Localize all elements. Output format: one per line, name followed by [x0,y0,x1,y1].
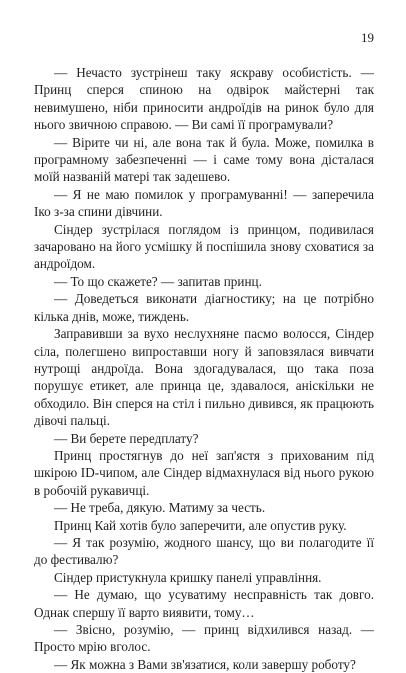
paragraph: Сіндер зустрілася поглядом із принцом, подивилася зачаровано на його усмішку й поспішила знову сховатися за андроїдом. [34,221,374,272]
paragraph: — Звісно, розумію, — принц відхилився назад. — Просто мрію вголос. [34,622,374,655]
paragraph: — Доведеться виконати діагностику; на це потрібно кілька днів, може, тиждень. [34,291,374,324]
paragraph: — Я не маю помилок у програмуванні! — заперечила Іко з-за спини дівчини. [34,186,374,220]
paragraph: Принц простягнув до неї зап'ястя з прихованим під шкірою ID-чипом, але Сіндер відмахнулася від нього рукою в робочій рукавичці. [34,447,374,498]
paragraph: — То що скажете? — запитав принц. [54,273,262,289]
paragraph: — Ви берете передплату? [54,430,199,446]
paragraph: — Як можна з Вами зв'язатися, коли завершу роботу? [54,656,356,672]
paragraph: — Вірите чи ні, але вона так й була. Може, помилка в програмному забезпеченні — і саме тому вона дісталася моїй названій матері так задешево. [34,134,374,185]
paragraph: Сіндер пристукнула кришку панелі управління. [54,569,322,585]
paragraph: — Я так розумію, жодного шансу, що ви полагодите її до фестивалю? [34,534,374,568]
paragraph: — Не треба, дякую. Матиму за честь. [54,500,266,516]
paragraph: Заправивши за вухо неслухняне пасмо волосся, Сіндер сіла, полегшено випроставши ногу й заповзялася вивчати нутрощі андроїда. Вона здогадувалася, що така поза порушує етикет, але принца це, здавалося, аніскільки не обходило. Він сперся на стіл і пильно дивився, як працюють дівочі пальці. [34,326,374,429]
paragraph: — Нечасто зустрінеш таку яскраву особистість. — Принц сперся спиною на одвірок майстерні так невимушено, ніби приносити андроїдів на ринок було для нього звичною справою. — Ви самі її програмували? [34,65,374,133]
page-number: 19 [361,30,374,45]
paragraph: — Не думаю, що усуватиму несправність так довго. Однак спершу її варто виявити, тому… [34,587,374,620]
text-body [34,64,374,673]
paragraph: Принц Кай хотів було заперечити, але опустив руку. [54,517,347,533]
